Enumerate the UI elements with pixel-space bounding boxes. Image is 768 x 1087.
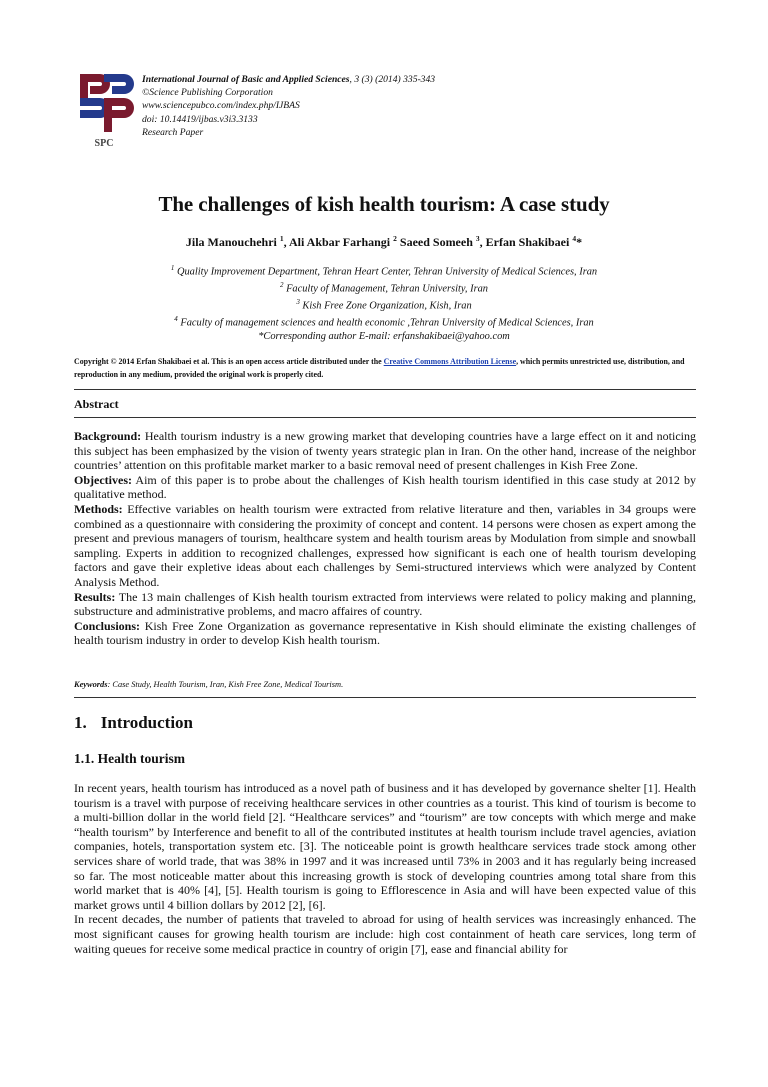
author: Jila Manouchehri $^1$, — [185, 234, 289, 249]
abstract-section: Methods: Effective variables on health tourism were extracted from relative literature and then, variables in 34 groups were combined as a questionnaire with considering the proximity of concept and content. 14 persons were chosen as expert among the present and previous managers of tourism, healthcare system and health tourism areas by Modulation from simple and snowball sampling. Experts in addition to recognized challenges, expressed how significant is each one of health tourism developing factors and gave their expletive ideas about each challenges by Semi-structured interviews which were analyzed by Content Analysis Method. — [74, 501, 696, 589]
affiliation: $^3$ Kish Free Zone Organization, Kish, Iran — [296, 297, 472, 312]
author-list — [0, 234, 768, 250]
section-heading: 1. Introduction — [74, 713, 194, 732]
affiliation: $^1$ Quality Improvement Department, Tehran Heart Center, Tehran University of Medical Sciences, Iran — [170, 264, 598, 278]
journal-details: , 3 (3) (2014) 335-343 — [349, 74, 436, 85]
license-link[interactable]: Creative Commons Attribution License — [383, 357, 517, 366]
article-type: Research Paper — [142, 126, 204, 138]
abstract-section: Conclusions: Kish Free Zone Organization as governance representative in Kish should eliminate the existing challenges of health tourism industry in order to develop Kish health tourism. — [74, 618, 696, 648]
subsection-heading: 1.1. Health tourism — [74, 751, 185, 766]
abstract-body — [74, 429, 696, 648]
affiliation: $^2$ Faculty of Management, Tehran University, Iran — [279, 280, 488, 295]
doi: doi: 10.14419/ijbas.v3i3.3133 — [142, 113, 258, 125]
journal-name: International Journal of Basic and Applied Sciences — [142, 74, 350, 85]
logo-text: SPC — [94, 138, 114, 149]
copyright-notice: Copyright © 2014 Erfan Shakibaei et al. This is an open access article distributed under the Creative Commons Attribution License, which permits unrestricted use, distribution, and reproduction in any medium, provided the original work is properly cited. — [74, 357, 685, 379]
abstract-section: Objectives: Aim of this paper is to probe about the challenges of Kish health tourism identified in this case study at 2012 by qualitative method. — [74, 472, 696, 502]
author: Ali Akbar Farhangi $^2$ — [289, 234, 397, 249]
paragraph: In recent decades, the number of patients that traveled to abroad for using of health services was increasingly enhanced. The most significant causes for growing health tourism are include: high cost containment of heath care services, long term of waiting queues for receive some medical practice in country of origin [7], ease and financial ability for — [74, 912, 696, 956]
author: Saeed Someeh $^3$, — [399, 234, 486, 249]
author: Erfan Shakibaei $^4$* — [485, 234, 583, 249]
abstract-section: Results: The 13 main challenges of Kish health tourism extracted from interviews were related to policy making and planning, substructure and administrative problems, and macro affaires of country. — [74, 589, 696, 619]
publisher: ©Science Publishing Corporation — [142, 87, 273, 99]
divider — [74, 389, 696, 390]
spc-logo-icon — [74, 68, 134, 150]
affiliations — [0, 262, 768, 343]
keywords: Keywords: Case Study, Health Tourism, Iran, Kish Free Zone, Medical Tourism. — [74, 680, 344, 689]
divider — [74, 417, 696, 418]
paragraph: In recent years, health tourism has introduced as a novel path of business and it has developed by governance shelter [1]. Health tourism is a travel with purpose of receiving healthcare services in other countries as a tourist. This kind of tourism is become to a multi-billion dollar in the world field [2]. “Healthcare services” and “tourism” are tow concepts with which merge and make “health tourism” by Interference and benefit to all of the contributed institutes at health tourism include travel agencies, aviation companies, hotels, transportation system etc. [3]. The noticeable point is growth healthcare services trade stock among other services share of world trade, that was 38% in 1997 and it was increased until 73% in 2003 and it has regularly being increased so far. The most noticeable matter about this increasing growth is stock of developing countries among total share from this world market that is 40% [4], [5]. Health tourism is going to Efflorescence in Asia and will have been expected value of this market grows until 4 billion dollars by 2012 [2], [6]. — [74, 781, 696, 912]
journal-citation — [142, 73, 435, 86]
abstract-section: Background: Health tourism industry is a new growing market that developing countries have a large effect on it and noticing this subject has been emphasized by the vision of twenty years strategic plan in Iran. On the other hand, increase of the neighbor countries’ attention on this profitable market marker to a basic removal need of present challenges in Kish Free Zone. — [74, 429, 696, 473]
affiliation: $^4$ Faculty of management sciences and health economic ,Tehran University of Medical Sciences, Iran — [174, 314, 594, 329]
paper-title: The challenges of kish health tourism: A case study — [158, 192, 610, 216]
divider — [74, 697, 696, 698]
abstract-heading: Abstract — [74, 397, 119, 411]
corresponding-author: *Corresponding author E-mail: erfanshakibaei@yahoo.com — [258, 330, 510, 342]
journal-header — [142, 73, 435, 139]
introduction-body — [74, 781, 696, 956]
journal-url[interactable]: www.sciencepubco.com/index.php/IJBAS — [142, 100, 300, 112]
